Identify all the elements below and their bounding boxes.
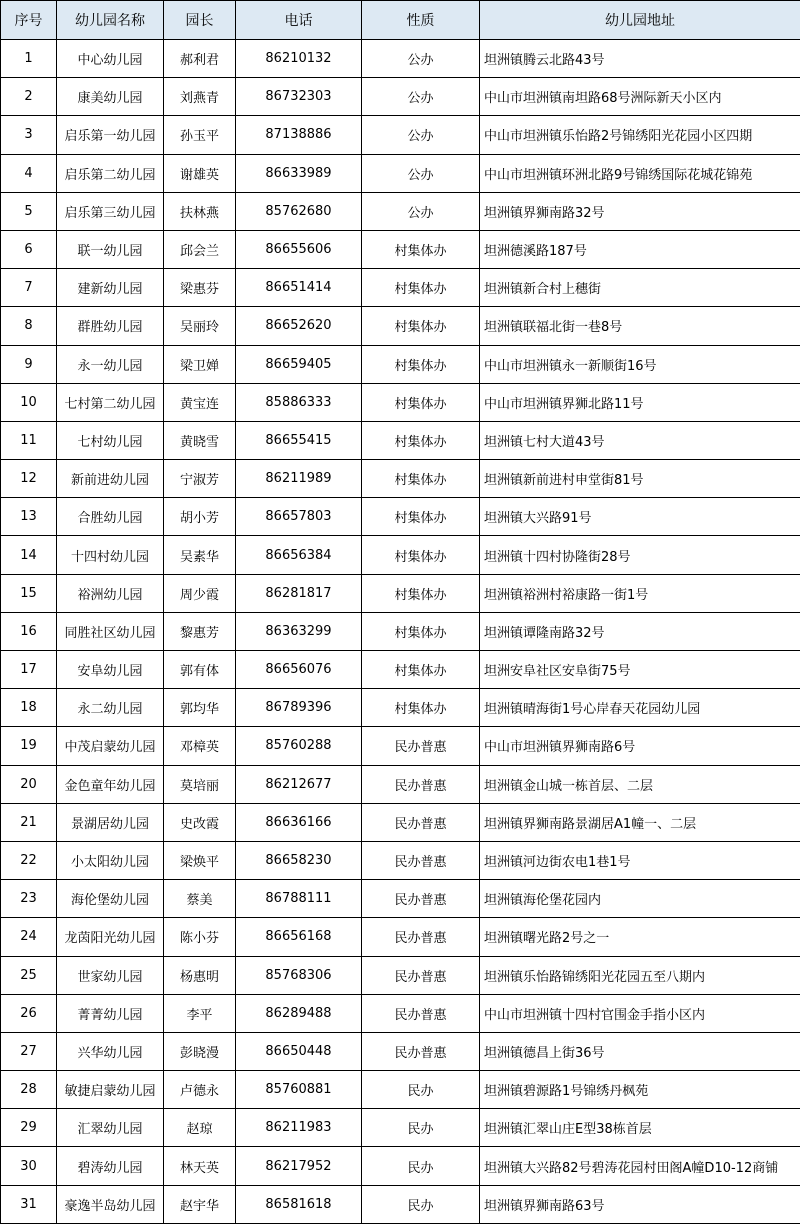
cell-index: 14 — [1, 536, 57, 574]
cell-name: 群胜幼儿园 — [57, 307, 164, 345]
cell-type: 村集体办 — [362, 612, 480, 650]
cell-address: 坦洲镇大兴路82号碧涛花园村田阁A幢D10-12商铺 — [480, 1147, 800, 1185]
cell-type: 村集体办 — [362, 460, 480, 498]
cell-type: 民办普惠 — [362, 918, 480, 956]
cell-address: 坦洲镇界狮南路32号 — [480, 192, 800, 230]
table-row — [1, 918, 800, 956]
cell-director: 赵宇华 — [164, 1185, 236, 1223]
header-type: 性质 — [362, 1, 480, 40]
cell-director: 宁淑芳 — [164, 460, 236, 498]
cell-director: 周少霞 — [164, 574, 236, 612]
cell-index: 21 — [1, 803, 57, 841]
header-director: 园长 — [164, 1, 236, 40]
cell-name: 十四村幼儿园 — [57, 536, 164, 574]
table-row — [1, 612, 800, 650]
cell-type: 村集体办 — [362, 307, 480, 345]
cell-phone: 86659405 — [236, 345, 362, 383]
cell-phone: 86212677 — [236, 765, 362, 803]
cell-index: 5 — [1, 192, 57, 230]
cell-type: 民办普惠 — [362, 803, 480, 841]
cell-type: 村集体办 — [362, 689, 480, 727]
cell-name: 七村幼儿园 — [57, 421, 164, 459]
cell-type: 村集体办 — [362, 498, 480, 536]
cell-name: 启乐第一幼儿园 — [57, 116, 164, 154]
cell-address: 坦洲镇大兴路91号 — [480, 498, 800, 536]
header-index: 序号 — [1, 1, 57, 40]
cell-index: 6 — [1, 230, 57, 268]
table-row — [1, 383, 800, 421]
table-row — [1, 192, 800, 230]
cell-index: 23 — [1, 880, 57, 918]
cell-phone: 86651414 — [236, 269, 362, 307]
cell-index: 27 — [1, 1032, 57, 1070]
cell-address: 坦洲德溪路187号 — [480, 230, 800, 268]
table-row — [1, 689, 800, 727]
cell-index: 8 — [1, 307, 57, 345]
cell-index: 19 — [1, 727, 57, 765]
cell-address: 坦洲镇德昌上街36号 — [480, 1032, 800, 1070]
cell-name: 永一幼儿园 — [57, 345, 164, 383]
cell-address: 坦洲镇金山城一栋首层、二层 — [480, 765, 800, 803]
cell-phone: 86210132 — [236, 40, 362, 78]
cell-phone: 86652620 — [236, 307, 362, 345]
cell-director: 黄晓雪 — [164, 421, 236, 459]
cell-director: 赵琼 — [164, 1109, 236, 1147]
cell-type: 公办 — [362, 116, 480, 154]
cell-phone: 85760288 — [236, 727, 362, 765]
cell-address: 坦洲镇碧源路1号锦绣丹枫苑 — [480, 1071, 800, 1109]
cell-type: 公办 — [362, 154, 480, 192]
cell-name: 世家幼儿园 — [57, 956, 164, 994]
table-row — [1, 230, 800, 268]
cell-type: 民办普惠 — [362, 841, 480, 879]
cell-type: 民办 — [362, 1185, 480, 1223]
cell-name: 龙茵阳光幼儿园 — [57, 918, 164, 956]
table-row — [1, 651, 800, 689]
cell-index: 7 — [1, 269, 57, 307]
cell-address: 坦洲安阜社区安阜街75号 — [480, 651, 800, 689]
cell-index: 25 — [1, 956, 57, 994]
header-address: 幼儿园地址 — [480, 1, 800, 40]
cell-phone: 86655606 — [236, 230, 362, 268]
cell-index: 2 — [1, 78, 57, 116]
cell-phone: 86658230 — [236, 841, 362, 879]
cell-type: 民办普惠 — [362, 994, 480, 1032]
cell-director: 黎惠芳 — [164, 612, 236, 650]
table-row — [1, 1109, 800, 1147]
cell-name: 七村第二幼儿园 — [57, 383, 164, 421]
cell-index: 26 — [1, 994, 57, 1032]
cell-index: 13 — [1, 498, 57, 536]
table-row — [1, 536, 800, 574]
cell-type: 村集体办 — [362, 421, 480, 459]
cell-address: 中山市坦洲镇界狮南路6号 — [480, 727, 800, 765]
cell-type: 村集体办 — [362, 651, 480, 689]
cell-name: 汇翠幼儿园 — [57, 1109, 164, 1147]
cell-director: 谢雄英 — [164, 154, 236, 192]
cell-director: 莫培丽 — [164, 765, 236, 803]
cell-director: 孙玉平 — [164, 116, 236, 154]
cell-name: 建新幼儿园 — [57, 269, 164, 307]
table-row — [1, 421, 800, 459]
cell-director: 吴丽玲 — [164, 307, 236, 345]
cell-type: 民办普惠 — [362, 765, 480, 803]
cell-type: 民办普惠 — [362, 880, 480, 918]
cell-name: 兴华幼儿园 — [57, 1032, 164, 1070]
cell-name: 启乐第三幼儿园 — [57, 192, 164, 230]
cell-name: 豪逸半岛幼儿园 — [57, 1185, 164, 1223]
cell-name: 金色童年幼儿园 — [57, 765, 164, 803]
cell-director: 郭有体 — [164, 651, 236, 689]
cell-index: 22 — [1, 841, 57, 879]
cell-address: 坦洲镇谭隆南路32号 — [480, 612, 800, 650]
cell-director: 郭均华 — [164, 689, 236, 727]
cell-director: 史改霞 — [164, 803, 236, 841]
table-row — [1, 498, 800, 536]
cell-director: 彭晓漫 — [164, 1032, 236, 1070]
cell-address: 中山市坦洲镇南坦路68号洲际新天小区内 — [480, 78, 800, 116]
table-row — [1, 1071, 800, 1109]
cell-type: 民办普惠 — [362, 727, 480, 765]
cell-phone: 86656384 — [236, 536, 362, 574]
cell-index: 9 — [1, 345, 57, 383]
cell-director: 梁惠芬 — [164, 269, 236, 307]
cell-phone: 86633989 — [236, 154, 362, 192]
cell-phone: 86656076 — [236, 651, 362, 689]
cell-name: 小太阳幼儿园 — [57, 841, 164, 879]
cell-phone: 85762680 — [236, 192, 362, 230]
cell-director: 黄宝连 — [164, 383, 236, 421]
cell-address: 中山市坦洲镇永一新顺街16号 — [480, 345, 800, 383]
cell-phone: 86217952 — [236, 1147, 362, 1185]
cell-director: 李平 — [164, 994, 236, 1032]
cell-director: 梁焕平 — [164, 841, 236, 879]
cell-director: 吴素华 — [164, 536, 236, 574]
table-row — [1, 1032, 800, 1070]
cell-index: 3 — [1, 116, 57, 154]
cell-index: 16 — [1, 612, 57, 650]
cell-name: 海伦堡幼儿园 — [57, 880, 164, 918]
cell-name: 启乐第二幼儿园 — [57, 154, 164, 192]
cell-index: 15 — [1, 574, 57, 612]
cell-name: 新前进幼儿园 — [57, 460, 164, 498]
cell-name: 同胜社区幼儿园 — [57, 612, 164, 650]
cell-name: 合胜幼儿园 — [57, 498, 164, 536]
table-row — [1, 345, 800, 383]
cell-director: 蔡美 — [164, 880, 236, 918]
cell-index: 1 — [1, 40, 57, 78]
table-row — [1, 841, 800, 879]
cell-type: 民办 — [362, 1109, 480, 1147]
table-row — [1, 803, 800, 841]
cell-type: 民办普惠 — [362, 956, 480, 994]
cell-phone: 86211983 — [236, 1109, 362, 1147]
cell-address: 中山市坦洲镇环洲北路9号锦绣国际花城花锦苑 — [480, 154, 800, 192]
table-row — [1, 40, 800, 78]
cell-type: 民办 — [362, 1147, 480, 1185]
cell-director: 邱会兰 — [164, 230, 236, 268]
cell-name: 中茂启蒙幼儿园 — [57, 727, 164, 765]
table-row — [1, 154, 800, 192]
cell-type: 公办 — [362, 192, 480, 230]
cell-director: 杨惠明 — [164, 956, 236, 994]
cell-phone: 86655415 — [236, 421, 362, 459]
cell-index: 4 — [1, 154, 57, 192]
cell-director: 邓樟英 — [164, 727, 236, 765]
cell-phone: 87138886 — [236, 116, 362, 154]
cell-name: 景湖居幼儿园 — [57, 803, 164, 841]
cell-index: 12 — [1, 460, 57, 498]
cell-address: 中山市坦洲镇十四村官围金手指小区内 — [480, 994, 800, 1032]
table-row — [1, 307, 800, 345]
cell-phone: 86788111 — [236, 880, 362, 918]
cell-phone: 86211989 — [236, 460, 362, 498]
cell-director: 扶林燕 — [164, 192, 236, 230]
cell-phone: 86656168 — [236, 918, 362, 956]
cell-address: 坦洲镇裕洲村裕康路一街1号 — [480, 574, 800, 612]
cell-type: 村集体办 — [362, 269, 480, 307]
cell-phone: 86281817 — [236, 574, 362, 612]
cell-name: 安阜幼儿园 — [57, 651, 164, 689]
cell-address: 坦洲镇新合村上穗街 — [480, 269, 800, 307]
cell-address: 坦洲镇新前进村申堂街81号 — [480, 460, 800, 498]
cell-type: 民办 — [362, 1071, 480, 1109]
cell-index: 20 — [1, 765, 57, 803]
cell-index: 11 — [1, 421, 57, 459]
cell-address: 坦洲镇晴海街1号心岸春天花园幼儿园 — [480, 689, 800, 727]
cell-phone: 86789396 — [236, 689, 362, 727]
cell-phone: 86650448 — [236, 1032, 362, 1070]
cell-address: 中山市坦洲镇界狮北路11号 — [480, 383, 800, 421]
cell-index: 31 — [1, 1185, 57, 1223]
cell-director: 林天英 — [164, 1147, 236, 1185]
cell-index: 28 — [1, 1071, 57, 1109]
table-row — [1, 956, 800, 994]
table-row — [1, 574, 800, 612]
table-row — [1, 765, 800, 803]
cell-phone: 86581618 — [236, 1185, 362, 1223]
cell-name: 联一幼儿园 — [57, 230, 164, 268]
cell-name: 中心幼儿园 — [57, 40, 164, 78]
cell-type: 村集体办 — [362, 345, 480, 383]
cell-name: 裕洲幼儿园 — [57, 574, 164, 612]
cell-index: 10 — [1, 383, 57, 421]
cell-address: 坦洲镇联福北街一巷8号 — [480, 307, 800, 345]
table-row — [1, 1147, 800, 1185]
header-row — [1, 1, 800, 40]
cell-name: 碧涛幼儿园 — [57, 1147, 164, 1185]
cell-name: 敏捷启蒙幼儿园 — [57, 1071, 164, 1109]
cell-index: 18 — [1, 689, 57, 727]
table-row — [1, 880, 800, 918]
header-name: 幼儿园名称 — [57, 1, 164, 40]
table-row — [1, 116, 800, 154]
cell-type: 民办普惠 — [362, 1032, 480, 1070]
cell-phone: 86657803 — [236, 498, 362, 536]
cell-index: 24 — [1, 918, 57, 956]
cell-type: 村集体办 — [362, 230, 480, 268]
cell-phone: 86289488 — [236, 994, 362, 1032]
cell-director: 郝利君 — [164, 40, 236, 78]
table-body — [1, 40, 800, 1224]
cell-type: 村集体办 — [362, 536, 480, 574]
cell-type: 公办 — [362, 78, 480, 116]
table-row — [1, 460, 800, 498]
cell-address: 坦洲镇七村大道43号 — [480, 421, 800, 459]
cell-phone: 85760881 — [236, 1071, 362, 1109]
cell-address: 坦洲镇乐怡路锦绣阳光花园五至八期内 — [480, 956, 800, 994]
cell-address: 中山市坦洲镇乐怡路2号锦绣阳光花园小区四期 — [480, 116, 800, 154]
cell-director: 胡小芳 — [164, 498, 236, 536]
cell-address: 坦洲镇十四村协隆街28号 — [480, 536, 800, 574]
cell-index: 29 — [1, 1109, 57, 1147]
cell-director: 卢德永 — [164, 1071, 236, 1109]
cell-type: 公办 — [362, 40, 480, 78]
cell-name: 菁菁幼儿园 — [57, 994, 164, 1032]
cell-phone: 85768306 — [236, 956, 362, 994]
cell-address: 坦洲镇曙光路2号之一 — [480, 918, 800, 956]
cell-address: 坦洲镇腾云北路43号 — [480, 40, 800, 78]
table-row — [1, 994, 800, 1032]
cell-address: 坦洲镇海伦堡花园内 — [480, 880, 800, 918]
cell-name: 永二幼儿园 — [57, 689, 164, 727]
table-row — [1, 269, 800, 307]
cell-director: 陈小芬 — [164, 918, 236, 956]
header-phone: 电话 — [236, 1, 362, 40]
cell-director: 刘燕青 — [164, 78, 236, 116]
cell-phone: 85886333 — [236, 383, 362, 421]
cell-phone: 86363299 — [236, 612, 362, 650]
cell-index: 17 — [1, 651, 57, 689]
cell-phone: 86732303 — [236, 78, 362, 116]
cell-type: 村集体办 — [362, 383, 480, 421]
cell-address: 坦洲镇界狮南路景湖居A1幢一、二层 — [480, 803, 800, 841]
cell-type: 村集体办 — [362, 574, 480, 612]
table-row — [1, 727, 800, 765]
cell-address: 坦洲镇河边街农电1巷1号 — [480, 841, 800, 879]
table-row — [1, 1185, 800, 1223]
cell-name: 康美幼儿园 — [57, 78, 164, 116]
cell-index: 30 — [1, 1147, 57, 1185]
cell-address: 坦洲镇汇翠山庄E型38栋首层 — [480, 1109, 800, 1147]
cell-director: 梁卫婵 — [164, 345, 236, 383]
table-row — [1, 78, 800, 116]
cell-phone: 86636166 — [236, 803, 362, 841]
cell-address: 坦洲镇界狮南路63号 — [480, 1185, 800, 1223]
